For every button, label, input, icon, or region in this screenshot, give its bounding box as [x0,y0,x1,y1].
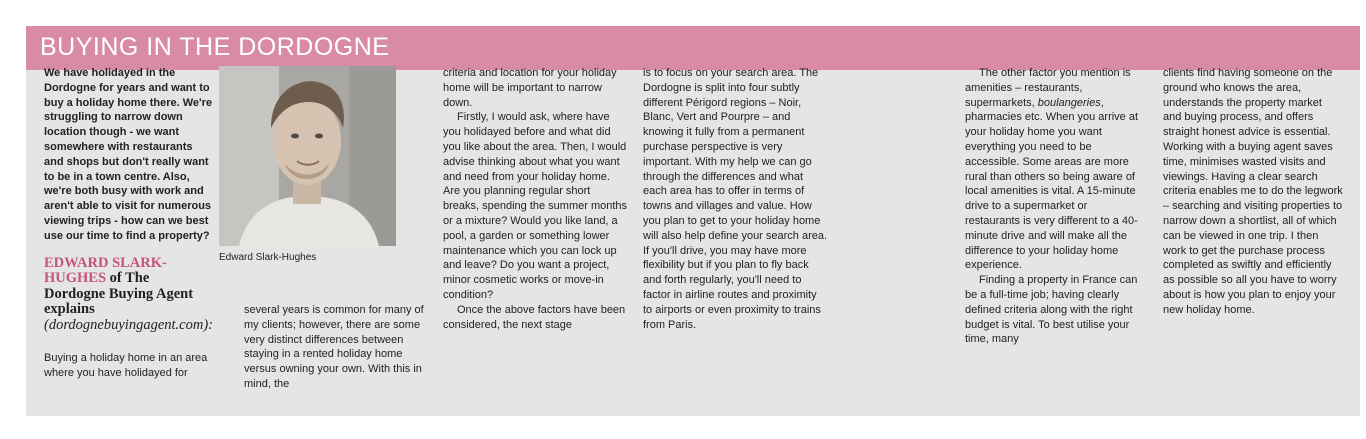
paragraph-2: Firstly, I would ask, where have you holidayed before and what did you like about the area. Then, I would advise thinking about what you want and need from your holiday home. Are you planning regular short breaks, spending the summer months or a mixture? Would you like land, a pool, a garden or something lower maintenance which you can lock up and leave? Do you want a project, minor cosmetic works or move-in condition? [443,111,628,301]
column-1-body [44,351,214,381]
column-6 [1163,66,1343,318]
byline-website: (dordognebuyingagent.com): [44,316,213,333]
paragraph-3-cont: is to focus on your search area. The Dordogne is split into four subtly different Périgord regions – Noir, Blanc, Vert and Pourpre – and knowing it fully from a permanent purchase perspective is very important. With my help we can go through the differences and what each area has to offer in terms of towns and villages and value. How you plan to get to your holiday home will also help define your search area. If you'll drive, you may have more flexibility but if you plan to fly back and forth regularly, you'll need to factor in airline routes and proximity to airports or even proximity to trains from Paris. [643,67,828,331]
paragraph-1-cont: several years is common for many of my clients; however, there are some very distinct differences between staying in a rented holiday home versus owning your own. With this in mind, the [244,304,424,390]
photo-caption: Edward Slark-Hughes [219,252,317,263]
paragraph-1-start: Buying a holiday home in an area where you have holidayed for [44,352,208,379]
page-title: BUYING IN THE DORDOGNE [40,33,390,61]
reader-question: We have holidayed in the Dordogne for years and want to buy a holiday home there. We're struggling to narrow down location though - we want somewhere with restaurants and shops but don't really want to be in a town centre. Also, we're both busy with work and aren't able to visit for numerous viewing trips - how can we best use our time to find a property? [44,67,213,242]
paragraph-4: The other factor you mention is amenities – restaurants, supermarkets, boulangeries, pharmacies etc. When you arrive at your holiday home you want everything you need to be accessible. Some areas are more rural than others so being aware of local amenities is vital. A 15-minute drive to a supermarket or restaurants is very different to a 40-minute drive and will make all the difference to your holiday home experience. [965,67,1139,272]
paragraph-1-end: criteria and location for your holiday home will be important to narrow down. [443,67,617,109]
paragraph-5-cont: clients find having someone on the ground who knows the area, understands the property market and buying process, and offers straight honest advice is essential. Working with a buying agent saves time, minimises wasted visits and viewings. Having a clear search criteria enables me to do the legwork – searching and visiting properties to narrow down a shortlist, all of which can be viewed in one trip. I then work to get the purchase process completed as swiftly and efficiently as possible so all you have to worry about is how you plan to enjoy your new holiday home. [1163,67,1343,316]
paragraph-5-start: Finding a property in France can be a full-time job; having clearly defined criteria along with the right budget is vital. To best utilise your time, many [965,274,1138,346]
header-banner [26,26,1360,70]
paragraph-3-start: Once the above factors have been considered, the next stage [443,303,626,331]
column-1 [44,66,214,333]
column-4 [643,66,828,332]
author-photo [219,66,396,246]
byline-rest: of The Dordogne Buying Agent explains [44,270,194,318]
byline-name: EDWARD SLARK-HUGHES [44,254,167,287]
column-2-body [244,303,429,392]
column-3 [443,66,628,332]
column-5 [965,66,1145,347]
byline [44,256,214,334]
